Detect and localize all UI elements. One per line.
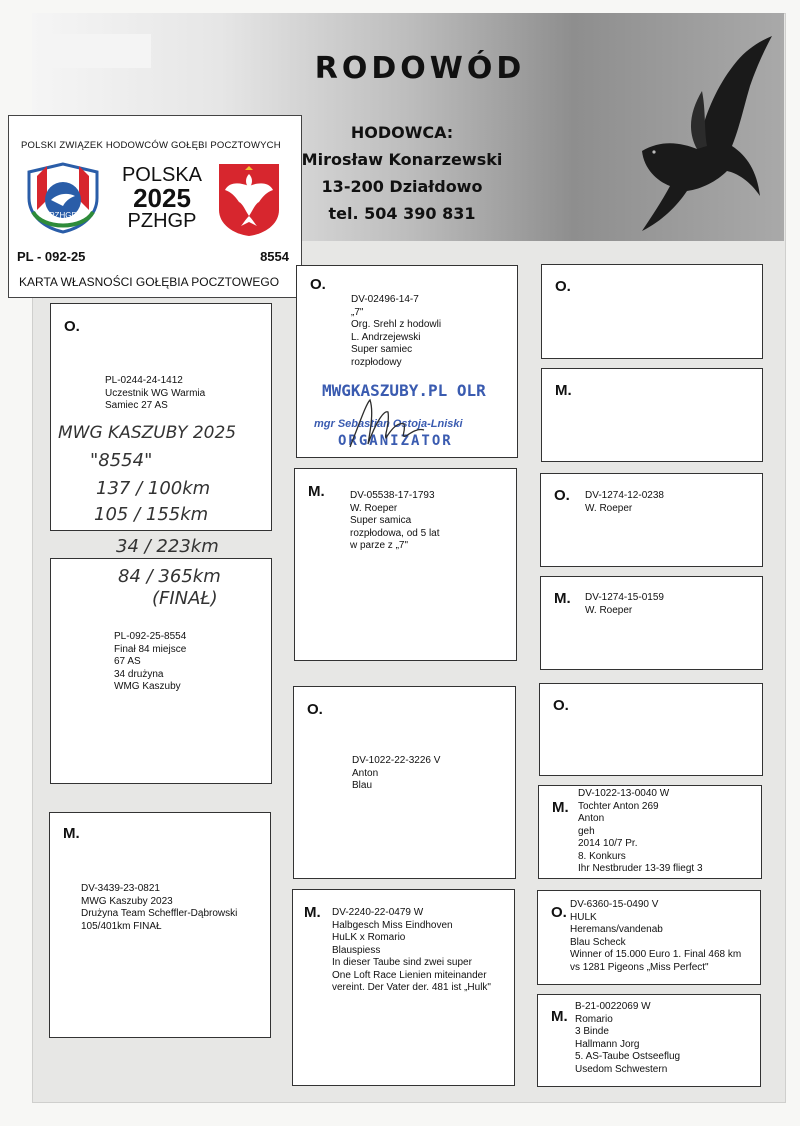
card-top-text: POLSKI ZWIĄZEK HODOWCÓW GOŁĘBI POCZTOWYCH: [21, 140, 281, 151]
ff-line: „7": [351, 306, 364, 318]
mmf-box: [537, 890, 761, 985]
handwritten-line: MWG KASZUBY 2025: [58, 423, 237, 443]
mm-box: [292, 889, 515, 1086]
mm-line: Halbgesch Miss Eindhoven: [332, 919, 453, 931]
card-ring-number: 8554: [260, 249, 289, 264]
redacted-area: [50, 34, 151, 68]
mm-ring: DV-2240-22-0479 W: [332, 907, 424, 918]
handwritten-line: 105 / 155km: [94, 504, 209, 525]
card-org: PZHGP: [127, 210, 197, 232]
page-title: RODOWÓD: [314, 51, 526, 86]
mf-entry: [352, 755, 440, 793]
mmm-line: Hallmann Jorg: [575, 1038, 640, 1050]
mmf-sex: O.: [551, 904, 567, 921]
pigeon-line: 67 AS: [114, 656, 141, 667]
fmm-sex: M.: [554, 590, 571, 607]
mfm-line: Ihr Nestbruder 13-39 fliegt 3: [578, 863, 703, 874]
handwritten-line: 137 / 100km: [96, 478, 211, 499]
signature-icon: [340, 392, 430, 452]
mmm-ring: B-21-0022069 W: [575, 1001, 651, 1012]
mff-sex: O.: [553, 697, 569, 714]
ownership-card: [8, 115, 302, 298]
card-center-text: [117, 164, 207, 232]
ff-line: L. Andrzejewski: [351, 331, 421, 343]
card-ring-prefix: PL - 092-25: [17, 249, 86, 264]
mother-line: Drużyna Team Scheffler-Dąbrowski: [81, 908, 238, 919]
mfm-line: Tochter Anton 269: [578, 800, 659, 812]
fmm-line: W. Roeper: [585, 604, 633, 616]
fmf-ring: DV-1274-12-0238: [585, 490, 664, 501]
fff-sex: O.: [555, 278, 571, 295]
breeder-city: 13-200 Działdowo: [321, 177, 483, 196]
father-ring: PL-0244-24-1412: [105, 375, 183, 386]
mother-box: [49, 812, 271, 1038]
mf-line: Blau: [352, 780, 373, 791]
mmf-ring: DV-6360-15-0490 V: [570, 899, 659, 910]
pigeon-silhouette-icon: [632, 31, 782, 241]
fmf-line: W. Roeper: [585, 502, 633, 514]
fmf-entry: [585, 490, 664, 515]
pigeon-ring: PL-092-25-8554: [114, 631, 187, 642]
fm-box: [294, 468, 517, 661]
mmf-line: Blau Scheck: [570, 936, 626, 948]
mfm-sex: M.: [552, 799, 569, 816]
mf-line: Anton: [352, 767, 379, 779]
fmm-ring: DV-1274-15-0159: [585, 592, 664, 603]
fm-line: Super samica: [350, 515, 412, 526]
fmm-entry: [585, 592, 664, 617]
mother-sex: M.: [63, 825, 80, 842]
mother-line: 105/401km FINAŁ: [81, 920, 162, 932]
ff-ring: DV-02496-14-7: [351, 294, 419, 305]
breeder-phone: tel. 504 390 831: [328, 204, 476, 223]
mfm-box: [538, 785, 762, 879]
mmm-box: [537, 994, 761, 1087]
mfm-ring: DV-1022-13-0040 W: [578, 788, 670, 799]
pigeon-line: Finał 84 miejsce: [114, 643, 187, 655]
mm-line: Blauspiess: [332, 944, 381, 956]
mother-line: MWG Kaszuby 2023: [81, 895, 173, 907]
fm-ring: DV-05538-17-1793: [350, 490, 435, 501]
mother-entry: [81, 883, 237, 933]
fmf-sex: O.: [554, 487, 570, 504]
mfm-line: 2014 10/7 Pr.: [578, 838, 638, 849]
handwritten-line: 34 / 223km: [116, 536, 219, 557]
ffm-box: [541, 368, 763, 462]
mmm-line: 5. AS-Taube Ostseeflug: [575, 1051, 681, 1062]
breeder-name: Mirosław Konarzewski: [301, 150, 503, 169]
mmm-entry: [575, 1001, 680, 1076]
mfm-line: geh: [578, 825, 595, 837]
breeder-info: [282, 119, 522, 227]
fmm-box: [540, 576, 763, 670]
fmf-box: [540, 473, 763, 567]
mmm-sex: M.: [551, 1008, 568, 1025]
polish-eagle-icon: [215, 160, 283, 238]
mf-sex: O.: [307, 701, 323, 718]
card-year: 2025: [133, 183, 191, 213]
stamp-line: ORGANIZATOR: [338, 433, 453, 449]
mfm-line: 8. Konkurs: [578, 850, 626, 862]
logo-text: PZHGP: [49, 211, 77, 220]
mf-ring: DV-1022-22-3226 V: [352, 755, 441, 766]
father-line: Samiec 27 AS: [105, 400, 168, 411]
pigeon-line: WMG Kaszuby: [114, 681, 181, 692]
pigeon-entry: [114, 631, 186, 694]
ff-line: Super samiec: [351, 344, 413, 355]
mother-ring: DV-3439-23-0821: [81, 883, 160, 894]
card-bottom-text: KARTA WŁASNOŚCI GOŁĘBIA POCZTOWEGO: [19, 275, 280, 289]
stamp-line: MWGKASZUBY.PL OLR: [322, 381, 486, 400]
card-country: POLSKA: [121, 164, 203, 186]
mmm-line: Usedom Schwestern: [575, 1063, 668, 1075]
mm-line: vereint. Der Vater der. 481 ist „Hulk": [332, 982, 491, 993]
pigeon-line: 34 drużyna: [114, 668, 164, 680]
mm-entry: [332, 907, 491, 995]
mmf-entry: [570, 899, 741, 974]
father-entry: [105, 375, 205, 413]
fm-sex: M.: [308, 483, 325, 500]
fm-line: w parze z „7": [350, 540, 409, 551]
ff-line: Org. Srehl z hodowli: [351, 319, 442, 330]
mm-line: In dieser Taube sind zwei super: [332, 957, 472, 968]
ff-line: rozpłodowy: [351, 356, 402, 368]
mmf-line: HULK: [570, 911, 597, 923]
pzhgp-logo-icon: [23, 160, 103, 236]
mm-line: One Loft Race Lienien miteinander: [332, 969, 487, 981]
mmf-line: Heremans/vandenab: [570, 924, 663, 935]
handwritten-line: 84 / 365km: [118, 566, 221, 587]
stamp-line: mgr Sebastian Ostoja-Lniski: [314, 418, 463, 430]
fm-line: W. Roeper: [350, 502, 398, 514]
fm-line: rozpłodowa, od 5 lat: [350, 527, 440, 539]
mfm-line: Anton: [578, 813, 605, 824]
mmm-line: 3 Binde: [575, 1026, 609, 1037]
handwritten-line: (FINAŁ): [152, 588, 218, 609]
breeder-label: HODOWCA:: [350, 123, 454, 142]
mf-box: [293, 686, 516, 879]
father-line: Uczestnik WG Warmia: [105, 387, 206, 399]
fm-entry: [350, 490, 440, 553]
mm-sex: M.: [304, 904, 321, 921]
mm-line: HuLK x Romario: [332, 932, 406, 943]
mmf-line: vs 1281 Pigeons „Miss Perfect": [570, 961, 709, 973]
mfm-entry: [578, 788, 703, 876]
father-sex: O.: [64, 318, 80, 335]
fff-box: [541, 264, 763, 359]
ff-entry: [351, 294, 441, 369]
ff-sex: O.: [310, 276, 326, 293]
handwritten-line: "8554": [90, 450, 153, 471]
mff-box: [539, 683, 763, 776]
mmf-line: Winner of 15.000 Euro 1. Final 468 km: [570, 949, 742, 960]
ffm-sex: M.: [555, 382, 572, 399]
mmm-line: Romario: [575, 1013, 613, 1025]
